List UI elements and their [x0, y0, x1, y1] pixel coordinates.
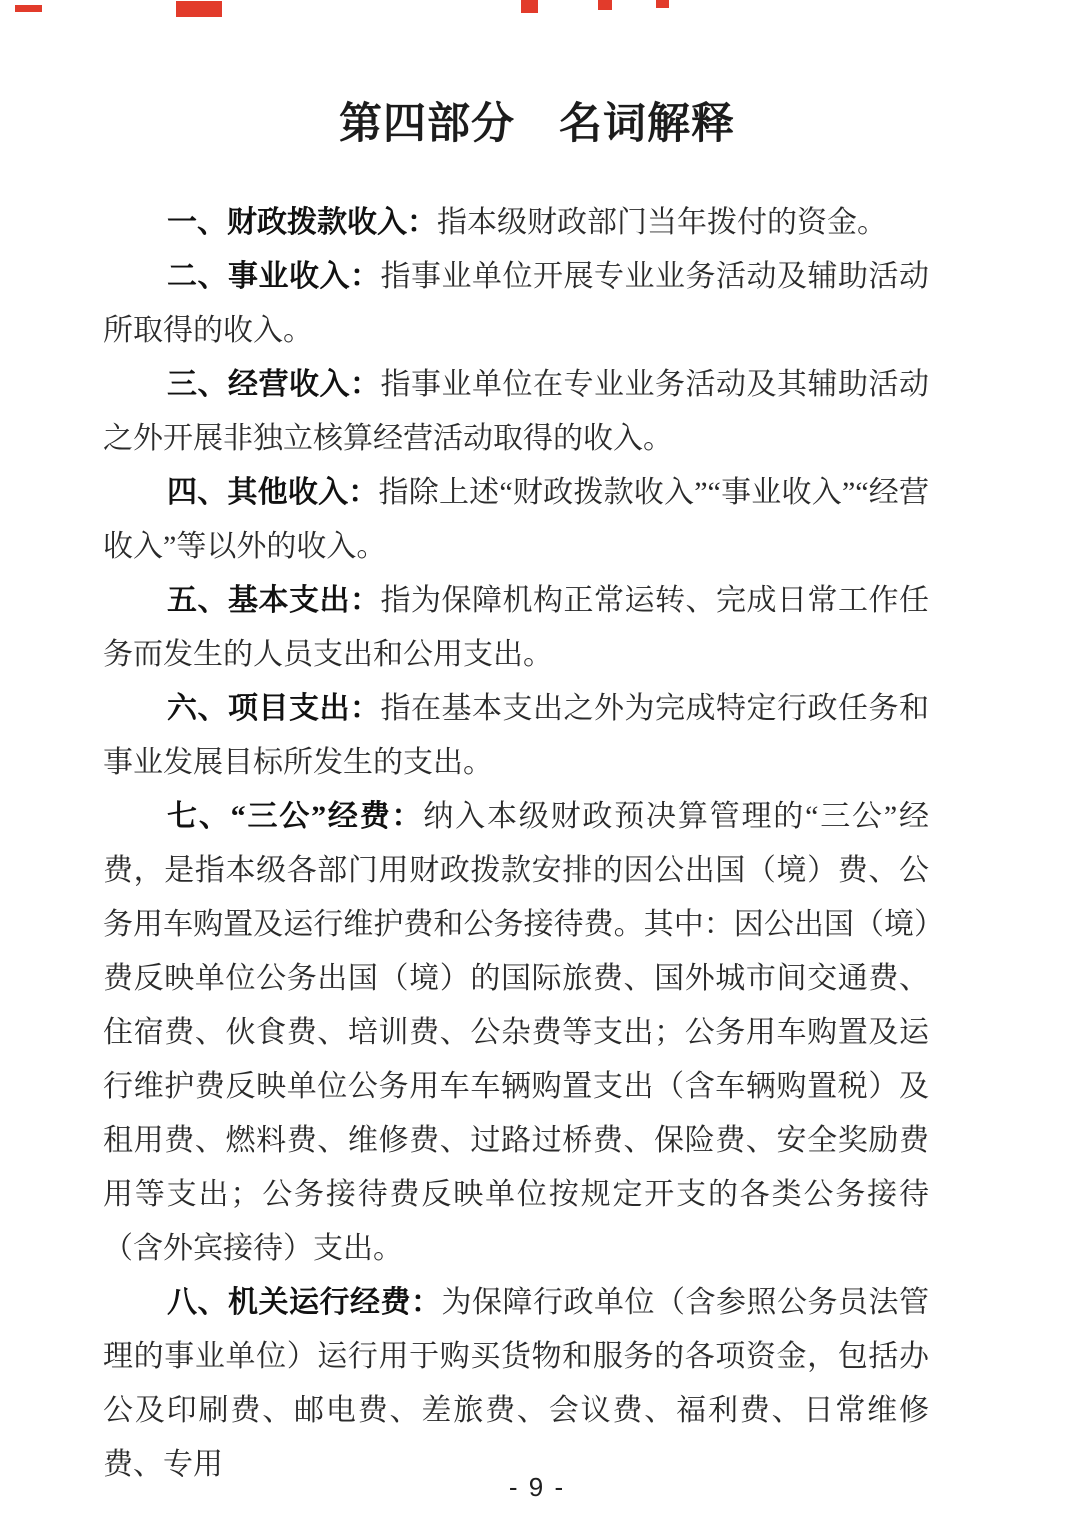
- red-scan-artifact: [598, 0, 612, 10]
- term-label: 二、事业收入：: [167, 260, 381, 293]
- term-label: 七、“三公”经费：: [167, 800, 424, 833]
- term-definition: 指事业单位开展专业业务活动及辅助活动所取得的收入。: [103, 260, 929, 347]
- term-definition: 为保障行政单位（含参照公务员法管理的事业单位）运行用于购买货物和服务的各项资金，包括办公及印刷费、邮电费、差旅费、会议费、福利费、日常维修费、专用: [103, 1286, 929, 1481]
- term-label: 一、财政拨款收入：: [167, 206, 437, 239]
- term-definition: 指为保障机构正常运转、完成日常工作任务而发生的人员支出和公用支出。: [103, 584, 929, 671]
- page-number: - 9 -: [508, 1472, 566, 1502]
- red-scan-artifact: [521, 0, 538, 13]
- term-definition: 指除上述“财政拨款收入”“事业收入”“经营收入”等以外的收入。: [103, 476, 930, 563]
- definition-paragraph: [103, 1276, 929, 1492]
- term-definition: 纳入本级财政预决算管理的“三公”经费，是指本级各部门用财政拨款安排的因公出国（境）费、公务用车购置及运行维护费和公务接待费。其中：因公出国（境）费反映单位公务出国（境）的国际旅费、国外城市间交通费、住宿费、伙食费、培训费、公杂费等支出；公务用车购置及运行维护费反映单位公务用车车辆购置支出（含车辆购置税）及租用费、燃料费、维修费、过路过桥费、保险费、安全奖励费用等支出；公务接待费反映单位按规定开支的各类公务接待（含外宾接待）支出。: [103, 800, 930, 1265]
- term-label: 六、项目支出：: [167, 692, 381, 725]
- term-definition: 指在基本支出之外为完成特定行政任务和事业发展目标所发生的支出。: [103, 692, 929, 779]
- definition-paragraph: [103, 358, 929, 466]
- definition-paragraph: [103, 466, 929, 574]
- page-title: 第四部分 名词解释: [339, 101, 735, 148]
- term-definition: 指事业单位在专业业务活动及其辅助活动之外开展非独立核算经营活动取得的收入。: [103, 368, 929, 455]
- term-label: 三、经营收入：: [167, 368, 381, 401]
- definition-paragraph: [103, 790, 929, 1276]
- definition-paragraph: [103, 196, 929, 250]
- definition-paragraph: [103, 682, 929, 790]
- document-body: [103, 196, 929, 1492]
- red-scan-artifact: [656, 0, 669, 8]
- definition-paragraph: [103, 574, 929, 682]
- definition-paragraph: [103, 250, 929, 358]
- term-label: 八、机关运行经费：: [167, 1286, 442, 1319]
- term-label: 四、其他收入：: [167, 476, 379, 509]
- red-scan-artifact: [15, 5, 42, 12]
- red-scan-artifact: [176, 1, 222, 17]
- term-label: 五、基本支出：: [167, 584, 381, 617]
- term-definition: 指本级财政部门当年拨付的资金。: [437, 206, 887, 239]
